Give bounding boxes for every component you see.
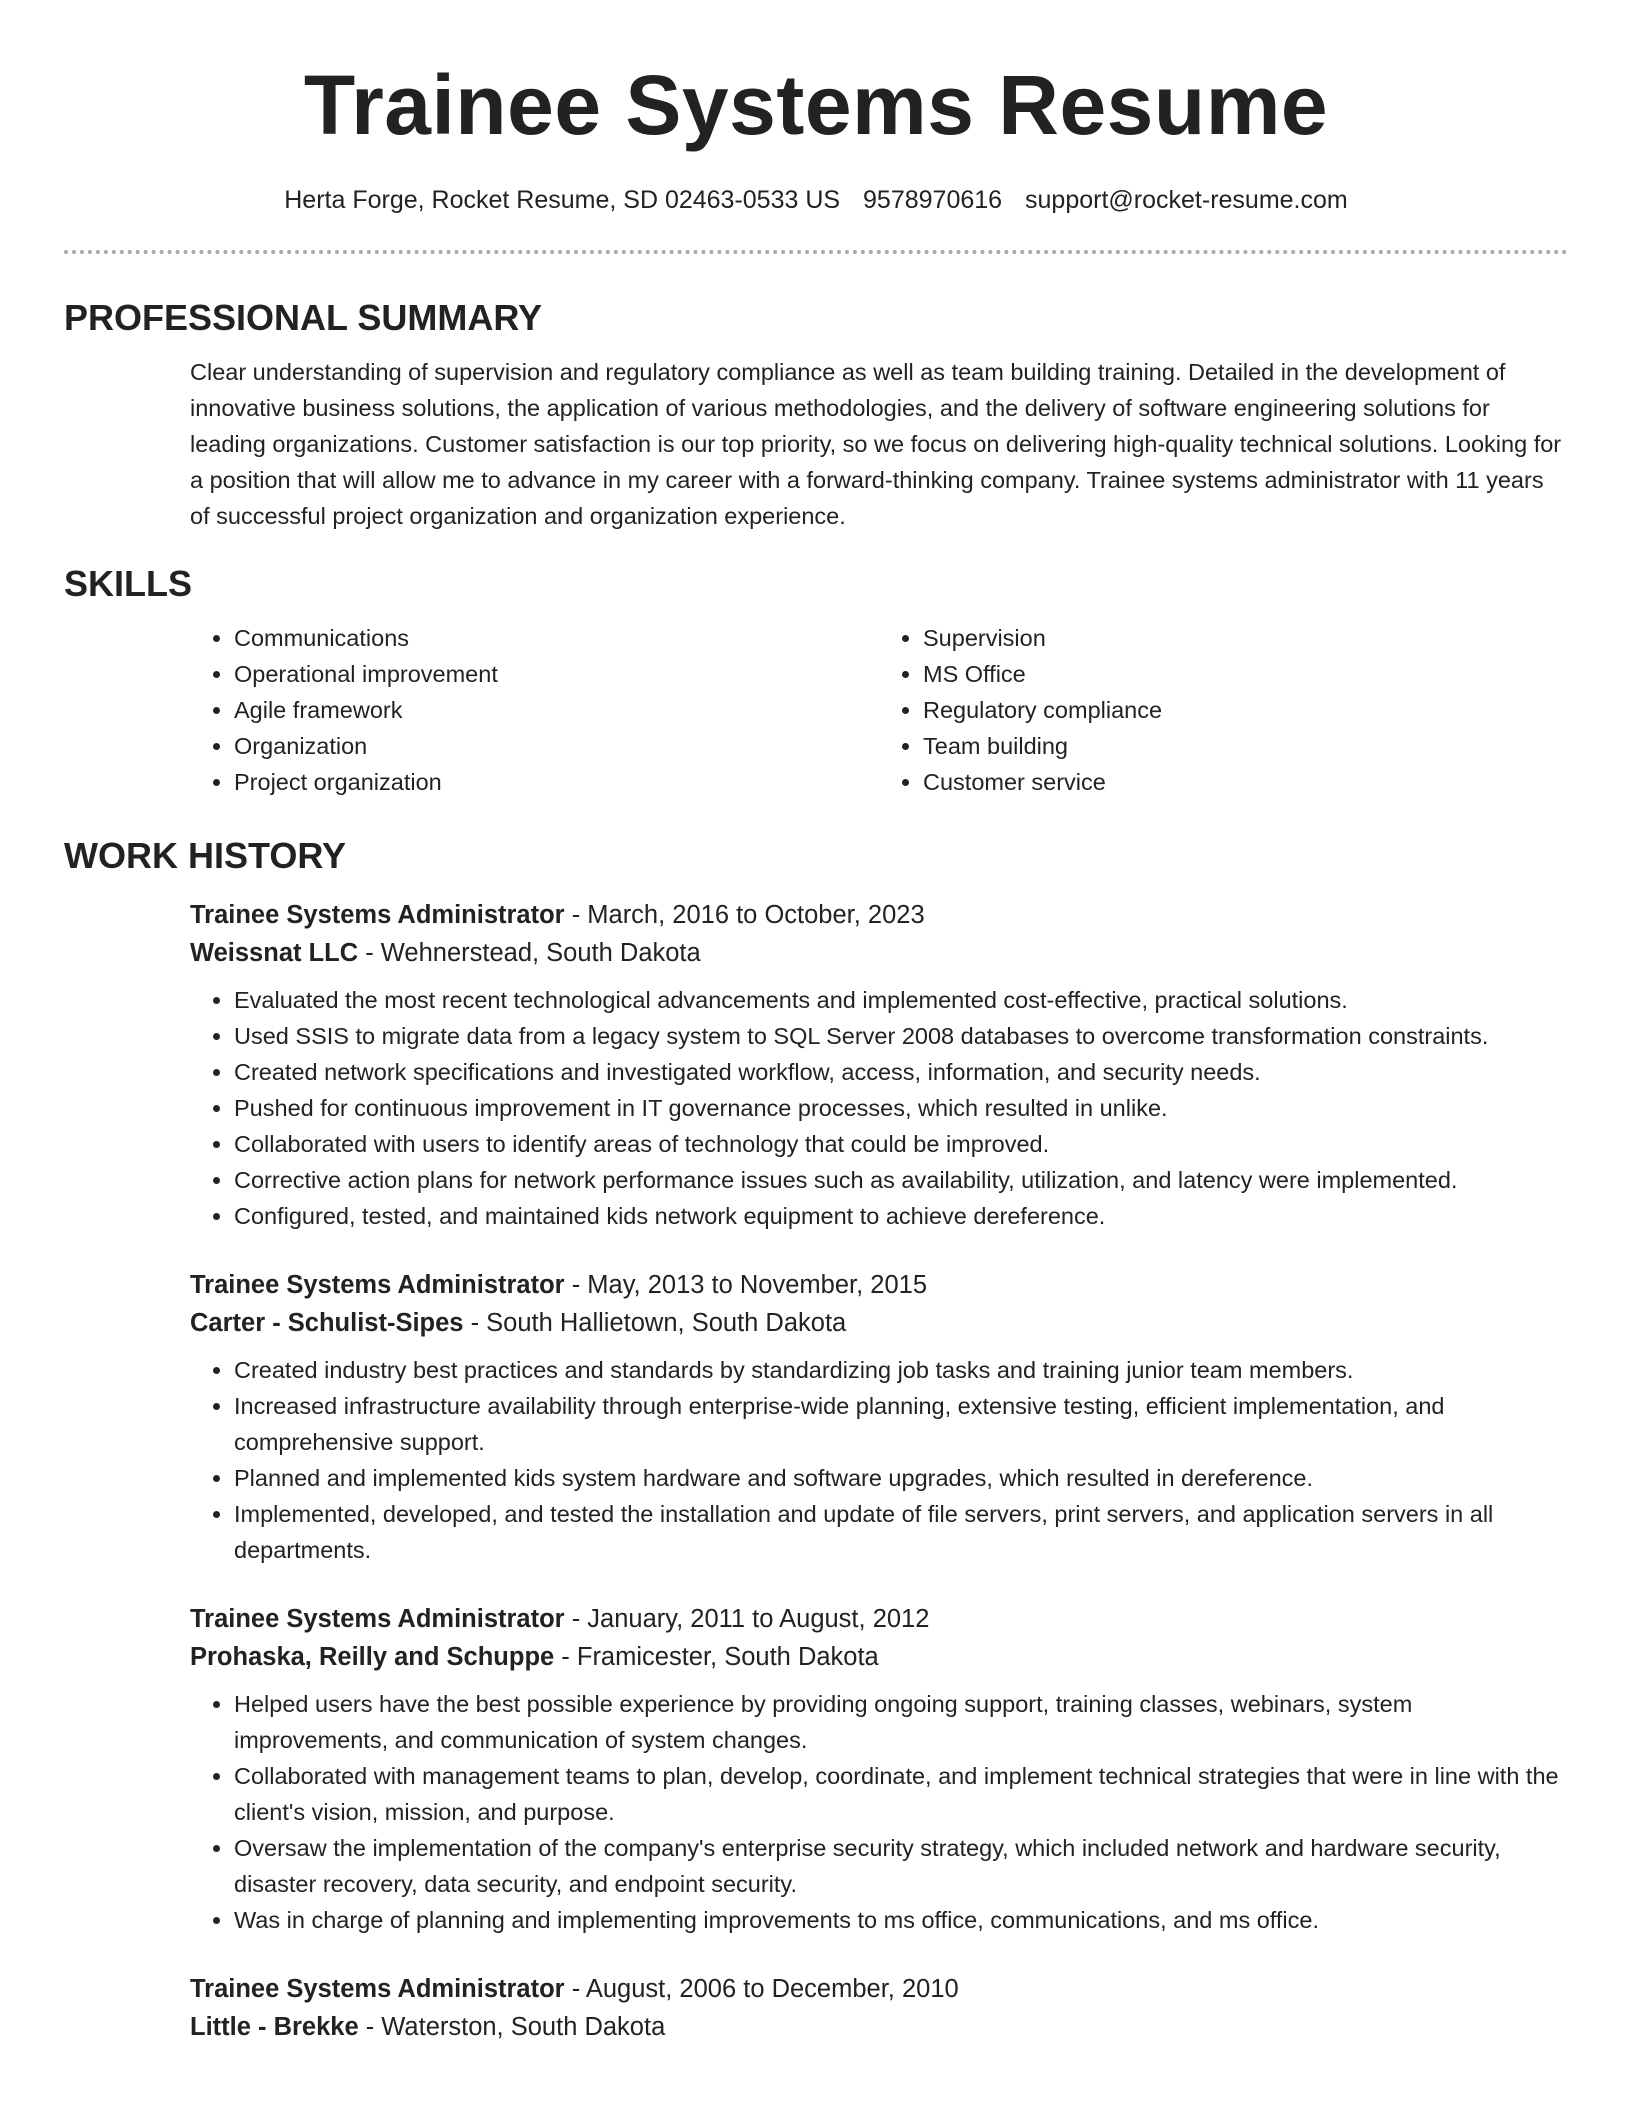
job-title-line [190,1266,1568,1304]
job-bullets [190,1686,1568,1938]
skill-item: • Communications [234,620,879,656]
summary-text: Clear understanding of supervision and regulatory compliance as well as team building training. Detailed in the development of innovative business solutions, the application of various methodologies, and the delivery of software engineering solutions for leading organizations. Customer satisfaction is our top priority, so we focus on delivering high-quality technical solutions. Looking for a position that will allow me to advance in my career with a forward-thinking company. Trainee systems administrator with 11 years of successful project organization and organization experience. [190,359,1562,529]
job-entry [190,1970,1568,2046]
job-location: - Framicester, South Dakota [554,1643,879,1671]
job-bullet: • Planned and implemented kids system hardware and software upgrades, which resulted in dereference. [234,1460,1568,1496]
skill-item: • Project organization [234,764,879,800]
skill-item: • MS Office [923,656,1568,692]
job-location: - Wehnerstead, South Dakota [358,939,701,967]
skill-item: • Regulatory compliance [923,692,1568,728]
job-title: Trainee Systems Administrator [190,1605,565,1633]
skills-column-left [190,620,879,800]
job-bullet: • Used SSIS to migrate data from a legacy system to SQL Server 2008 databases to overcome transformation constraints. [234,1018,1568,1054]
job-bullet: • Created network specifications and investigated workflow, access, information, and security needs. [234,1054,1568,1090]
contact-phone: 9578970616 [863,186,1003,214]
contact-line [64,184,1568,216]
work-history-heading: WORK HISTORY [64,835,347,876]
skills-column-right [879,620,1568,800]
job-company: Weissnat LLC [190,939,359,967]
skill-item: • Agile framework [234,692,879,728]
job-bullet: • Collaborated with users to identify areas of technology that could be improved. [234,1126,1568,1162]
job-company-line [190,1638,1568,1676]
job-bullet: • Was in charge of planning and implementing improvements to ms office, communications, and ms office. [234,1902,1568,1938]
job-title: Trainee Systems Administrator [190,901,565,929]
job-bullet: • Increased infrastructure availability through enterprise-wide planning, extensive testing, efficient implementation, and comprehensive support. [234,1388,1568,1460]
job-title: Trainee Systems Administrator [190,1271,565,1299]
job-bullet: • Created industry best practices and standards by standardizing job tasks and training junior team members. [234,1352,1568,1388]
header-divider [64,250,1568,254]
job-location: - Waterston, South Dakota [358,2013,666,2041]
job-bullet: • Evaluated the most recent technological advancements and implemented cost-effective, practical solutions. [234,982,1568,1018]
job-dates: - March, 2016 to October, 2023 [564,901,925,929]
job-dates: - August, 2006 to December, 2010 [564,1975,959,2003]
skills-heading: SKILLS [64,563,193,604]
job-company: Carter - Schulist-Sipes [190,1309,464,1337]
job-title-line [190,896,1568,934]
job-bullet: • Collaborated with management teams to plan, develop, coordinate, and implement technical strategies that were in line with the client's vision, mission, and purpose. [234,1758,1568,1830]
job-company-line [190,934,1568,972]
job-bullets [190,1352,1568,1568]
contact-address: Herta Forge, Rocket Resume, SD 02463-0533 US [284,186,841,214]
summary-heading: PROFESSIONAL SUMMARY [64,297,543,338]
skill-item: • Operational improvement [234,656,879,692]
skills-list [190,620,1568,800]
job-title-line [190,1970,1568,2008]
job-entry [190,1266,1568,1568]
skill-item: • Customer service [923,764,1568,800]
skill-item: • Team building [923,728,1568,764]
job-bullets [190,982,1568,1234]
skill-item: • Supervision [923,620,1568,656]
job-dates: - January, 2011 to August, 2012 [564,1605,930,1633]
job-entry [190,1600,1568,1938]
job-title: Trainee Systems Administrator [190,1975,565,2003]
job-dates: - May, 2013 to November, 2015 [564,1271,928,1299]
skill-item: • Organization [234,728,879,764]
job-company-line [190,2008,1568,2046]
contact-email: support@rocket-resume.com [1025,186,1348,214]
job-company-line [190,1304,1568,1342]
job-bullet: • Corrective action plans for network performance issues such as availability, utilization, and latency were implemented. [234,1162,1568,1198]
job-location: - South Hallietown, South Dakota [463,1309,847,1337]
job-title-line [190,1600,1568,1638]
job-bullet: • Helped users have the best possible experience by providing ongoing support, training classes, webinars, system improvements, and communication of system changes. [234,1686,1568,1758]
job-company: Prohaska, Reilly and Schuppe [190,1643,555,1671]
job-company: Little - Brekke [190,2013,359,2041]
job-bullet: • Implemented, developed, and tested the installation and update of file servers, print servers, and application servers in all departments. [234,1496,1568,1568]
job-entry [190,896,1568,1234]
resume-title: Trainee Systems Resume [303,58,1329,152]
job-bullet: • Pushed for continuous improvement in IT governance processes, which resulted in unlike. [234,1090,1568,1126]
job-bullet: • Oversaw the implementation of the company's enterprise security strategy, which included network and hardware security, disaster recovery, data security, and endpoint security. [234,1830,1568,1902]
job-bullet: • Configured, tested, and maintained kids network equipment to achieve dereference. [234,1198,1568,1234]
